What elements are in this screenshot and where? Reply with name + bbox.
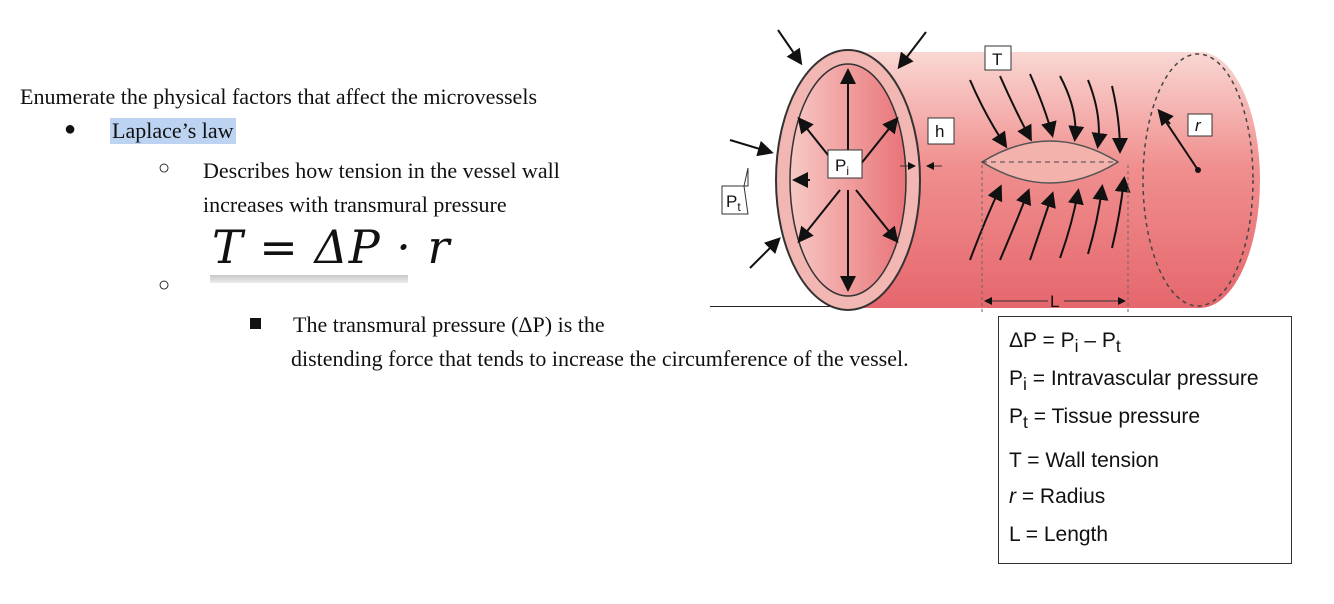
label-tissue-pressure: $P_t$ (726, 192, 741, 214)
bullet-dot: ● (64, 118, 77, 140)
laplace-formula-image: T = ΔP · r (212, 220, 451, 274)
legend-pi: $P_i$ = Intravascular pressure (1009, 367, 1259, 395)
legend-r: r = Radius (1009, 485, 1106, 508)
legend-t: T = Wall tension (1009, 449, 1159, 472)
label-radius: r (1195, 116, 1201, 135)
legend-pt: $P_t$ = Tissue pressure (1009, 405, 1201, 433)
label-intravascular-pressure: $P_i$ (835, 156, 850, 178)
sub-bullet-circle: ○ (158, 157, 171, 179)
transmural-line-1: The transmural pressure (ΔP) is the (293, 312, 605, 337)
description-line-2: increases with transmural pressure (203, 192, 507, 217)
legend-l: L = Length (1009, 523, 1109, 546)
transmural-line-2: distending force that tends to increase the circumference of the vessel. (291, 346, 909, 371)
laplace-description (203, 154, 560, 222)
laplace-law-highlighted[interactable]: Laplace’s law (112, 118, 234, 143)
square-bullet (250, 318, 261, 329)
sub-bullet-circle-2: ○ (158, 274, 171, 296)
label-wall-thickness: h (935, 122, 945, 141)
label-length: L (1050, 292, 1060, 311)
page-heading: Enumerate the physical factors that affect the microvessels (20, 84, 537, 109)
legend-delta-p: $\Delta P = P_i - P_t$ (1009, 329, 1121, 357)
diagram-legend (998, 316, 1292, 564)
label-tension: T (992, 50, 1003, 69)
laplace-vessel-diagram (700, 20, 1300, 320)
description-line-1: Describes how tension in the vessel wall (203, 158, 560, 183)
formula-image-shadow (210, 275, 408, 283)
